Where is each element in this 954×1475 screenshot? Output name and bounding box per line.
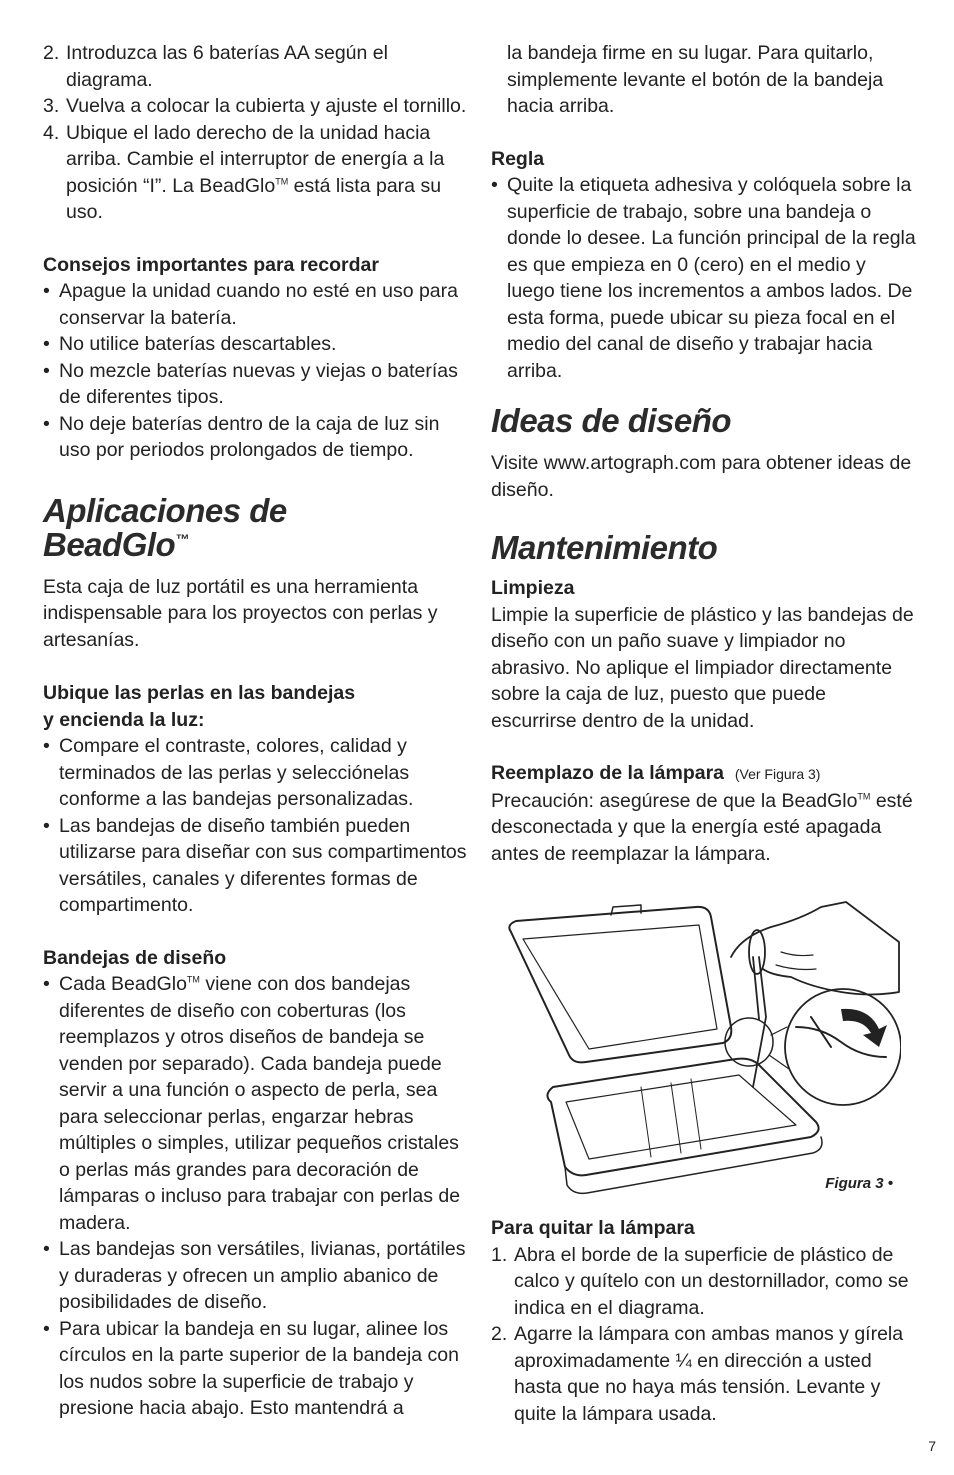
trays-continued: la bandeja firme en su lugar. Para quitarlo, simplemente levante el botón de la bandeja hacia arriba. xyxy=(507,42,884,117)
cleaning-text: Limpie la superficie de plástico y las bandejas de diseño con un paño suave y limpiador no abrasivo. No aplique el limpiador directamente sobre la caja de luz, puesto que puede escurrirse dentro de la unidad. xyxy=(491,603,914,732)
list-item: • Apague la unidad cuando no esté en uso para conservar la batería. xyxy=(43,280,458,329)
cleaning-heading: Limpieza xyxy=(491,577,575,599)
maintenance-title: Mantenimiento xyxy=(491,529,718,566)
base-inner xyxy=(566,1075,796,1159)
list-item: • Las bandejas de diseño también pueden utilizarse para diseñar con sus compartimentos versátiles, canales y diferentes formas de compartimento. xyxy=(43,814,467,916)
beads-list xyxy=(43,733,468,919)
step-4: 4. Ubique el lado derecho de la unidad hacia arriba. Cambie el interruptor de energía a la posición “I”. La BeadGlo™ está lista para su uso. xyxy=(43,121,445,223)
tips-heading: Consejos importantes para recordar xyxy=(43,253,379,276)
lid-outline xyxy=(509,907,731,1062)
lightbox-illustration xyxy=(491,897,901,1197)
right-column xyxy=(491,40,916,1427)
ideas-text: Visite www.artograph.com para obtener ideas de diseño. xyxy=(491,452,912,501)
lid-inner xyxy=(523,925,717,1049)
beads-heading: Ubique las perlas en las bandejas y encienda la luz: xyxy=(43,682,356,731)
applications-intro: Esta caja de luz portátil es una herramienta indispensable para los proyectos con perlas y artesanías. xyxy=(43,575,438,651)
list-item: • Quite la etiqueta adhesiva y colóquela sobre la superficie de trabajo, sobre una bandeja o donde lo desee. La función principal de la regla es que empieza en 0 (cero) en el medio y luego tiene los incrementos a ambos lados. De esta forma, puede ubicar su pieza focal en el medio del canal de diseño y trabajar hacia arriba. xyxy=(491,174,916,382)
detail-circle-large xyxy=(785,989,901,1105)
trays-heading: Bandejas de diseño xyxy=(43,946,227,969)
remove-heading: Para quitar la lámpara xyxy=(491,1217,695,1239)
lamp-heading-line: Reemplazo de la lámpara (Ver Figura 3) xyxy=(491,762,821,784)
list-item: • Para ubicar la bandeja en su lugar, alinee los círculos en la parte superior de la bandeja con los nudos sobre la superficie de trabajo y presione hacia abajo. Esto mantendrá a xyxy=(43,1317,459,1419)
rotation-arrow-icon xyxy=(841,1009,887,1047)
list-item: • No deje baterías dentro de la caja de luz sin uso por periodos prolongados de tiempo. xyxy=(43,412,440,461)
caution-text: Precaución: asegúrese de que la BeadGlo™ esté desconectada y que la energía esté apagada antes de reemplazar la lámpara. xyxy=(491,789,913,865)
base-front xyxy=(565,1137,822,1193)
ruler-list xyxy=(491,172,916,384)
applications-title: Aplicaciones de BeadGlo™ xyxy=(43,491,287,563)
left-column xyxy=(43,40,468,1422)
figure-3 xyxy=(491,897,901,1197)
list-item: • Compare el contraste, colores, calidad y terminados de las perlas y selecciónelas conforme a las bandejas personalizadas. xyxy=(43,735,414,810)
trays-list xyxy=(43,971,468,1422)
step-2: 2. Introduzca las 6 baterías AA según el diagrama. xyxy=(43,42,388,91)
battery-steps xyxy=(43,40,468,226)
ruler-heading: Regla xyxy=(491,147,545,170)
list-item: • Cada BeadGlo™ viene con dos bandejas diferentes de diseño con coberturas (los reemplazos y otros diseños de bandeja se venden por separado). Cada bandeja puede servir a una función o aspecto de perla, sea para seleccionar perlas, engarzar hebras múltiples o simples, utilizar pequeños cristales o perlas más grandes para decoración de lámparas o incluso para trabajar con perlas de madera. xyxy=(43,973,461,1234)
list-item: • No mezcle baterías nuevas y viejas o baterías de diferentes tipos. xyxy=(43,359,458,408)
tips-list xyxy=(43,278,468,464)
list-item: • Las bandejas son versátiles, livianas, portátiles y duraderas y ofrecen un amplio abanico de posibilidades de diseño. xyxy=(43,1238,466,1313)
hand xyxy=(731,902,899,995)
list-item: • No utilice baterías descartables. xyxy=(43,333,337,355)
page-number: 7 xyxy=(928,1438,936,1454)
ideas-title: Ideas de diseño xyxy=(491,402,732,439)
remove-steps xyxy=(491,1242,916,1428)
figure-caption: Figura 3 • xyxy=(825,1174,893,1192)
step-3: 3. Vuelva a colocar la cubierta y ajuste el tornillo. xyxy=(43,95,467,117)
screwdriver xyxy=(753,957,766,1087)
step-2: 2. Agarre la lámpara con ambas manos y gírela aproximadamente ¼ en dirección a usted hasta que no haya más tensión. Levante y quite la lámpara usada. xyxy=(491,1323,904,1425)
step-1: 1. Abra el borde de la superficie de plástico de calco y quítelo con un destornillador, como se indica en el diagrama. xyxy=(491,1243,909,1319)
